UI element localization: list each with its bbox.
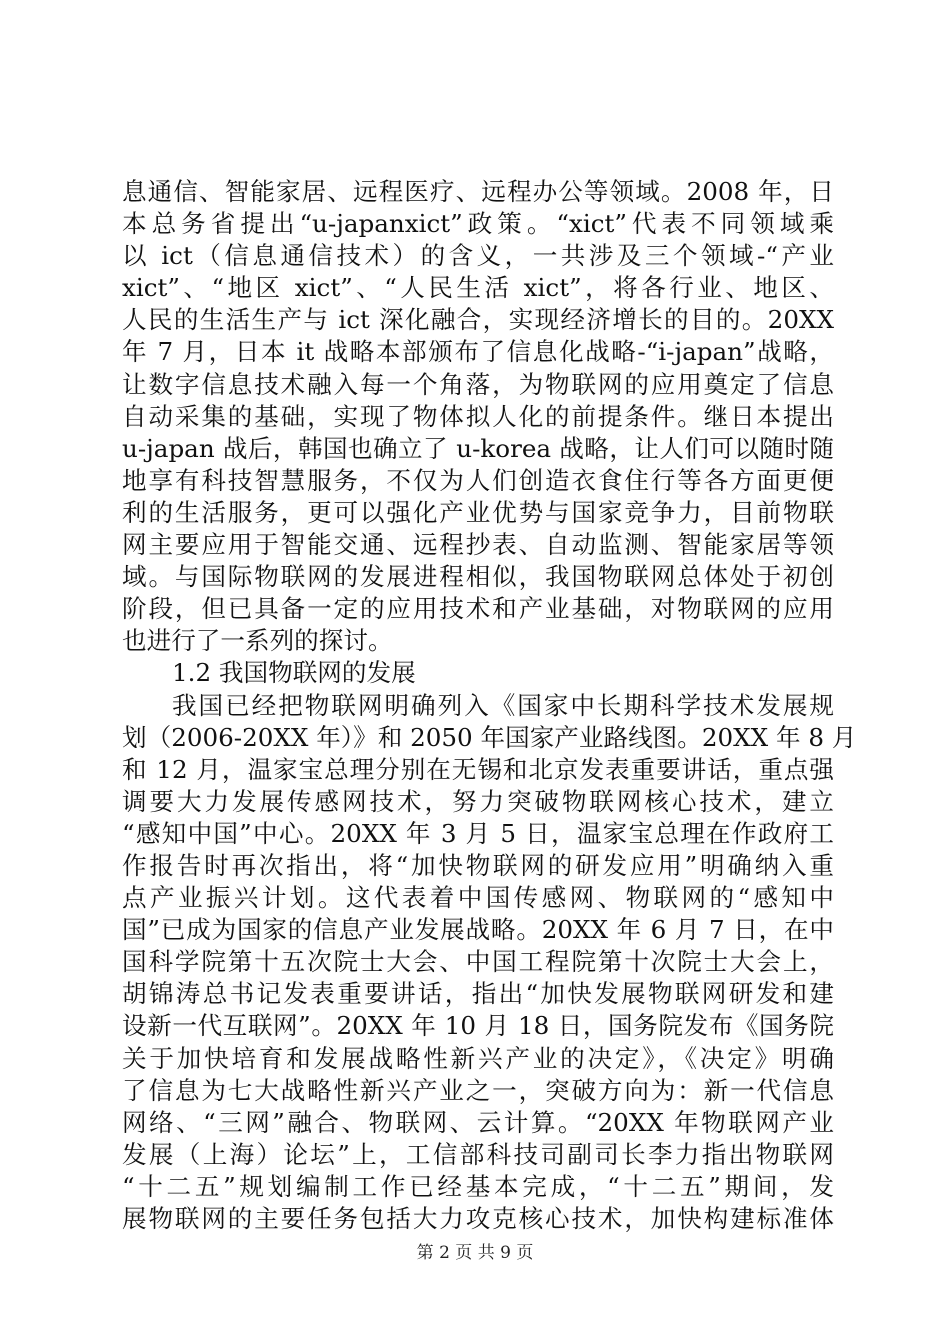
- body-line: 以 ict（信息通信技术）的含义，一共涉及三个领域-“产业: [122, 241, 834, 271]
- body-line: “十二五”规划编制工作已经基本完成，“十二五”期间，发: [122, 1171, 834, 1201]
- body-line: 域。与国际物联网的发展进程相似，我国物联网总体处于初创: [122, 562, 834, 592]
- body-line: 关于加快培育和发展战略性新兴产业的决定》，《决定》明确: [122, 1043, 834, 1073]
- body-line: 展物联网的主要任务包括大力攻克核心技术，加快构建标准体: [122, 1204, 834, 1233]
- body-line: 网主要应用于智能交通、远程抄表、自动监测、智能家居等领: [122, 530, 834, 560]
- body-line: 网络、“三网”融合、物联网、云计算。“20XX 年物联网产业: [122, 1107, 834, 1137]
- body-line: 发展（上海）论坛”上，工信部科技司副司长李力指出物联网: [122, 1139, 834, 1169]
- body-line: xict”、“地区 xict”、“人民生活 xict”，将各行业、地区、: [122, 273, 834, 303]
- body-line: 也进行了一系列的探讨。: [122, 626, 393, 656]
- body-line: u-japan 战后，韩国也确立了 u-korea 战略，让人们可以随时随: [122, 433, 834, 463]
- body-line: 了信息为七大战略性新兴产业之一，突破方向为：新一代信息: [122, 1075, 834, 1105]
- body-line: 和 12 月，温家宝总理分别在无锡和北京发表重要讲话，重点强: [122, 754, 834, 784]
- body-line: 国”已成为国家的信息产业发展战略。20XX 年 6 月 7 日，在中: [122, 915, 834, 945]
- body-line: 年 7 月，日本 it 战略本部颁布了信息化战略-“i-japan”战略，: [122, 337, 834, 367]
- body-line: 调要大力发展传感网技术，努力突破物联网核心技术，建立: [122, 786, 834, 816]
- body-line: 划（2006-20XX 年）》和 2050 年国家产业路线图。20XX 年 8 月: [122, 722, 857, 752]
- body-line: 本总务省提出“u-japanxict”政策。“xict”代表不同领域乘: [122, 209, 834, 239]
- body-line: 利的生活服务，更可以强化产业优势与国家竞争力，目前物联: [122, 497, 834, 527]
- body-line: 国科学院第十五次院士大会、中国工程院第十次院士大会上，: [122, 947, 834, 977]
- body-line: 地享有科技智慧服务，不仅为人们创造衣食住行等各方面更便: [122, 465, 834, 495]
- body-line: 胡锦涛总书记发表重要讲话，指出“加快发展物联网研发和建: [122, 979, 834, 1009]
- body-line: 自动采集的基础，实现了物体拟人化的前提条件。继日本提出: [122, 401, 834, 431]
- body-line: 我国已经把物联网明确列入《国家中长期科学技术发展规: [172, 690, 834, 720]
- document-body: [122, 176, 857, 1235]
- body-line: 息通信、智能家居、远程医疗、远程办公等领域。2008 年，日: [122, 177, 834, 206]
- body-line: 让数字信息技术融入每一个角落，为物联网的应用奠定了信息: [122, 369, 834, 399]
- body-line: 作报告时再次指出，将“加快物联网的研发应用”明确纳入重: [122, 850, 834, 880]
- body-line: 点产业振兴计划。这代表着中国传感网、物联网的“感知中: [122, 883, 834, 913]
- body-line: 设新一代互联网”。20XX 年 10 月 18 日，国务院发布《国务院: [122, 1011, 834, 1041]
- section-heading: 1.2 我国物联网的发展: [172, 658, 416, 688]
- body-line: 阶段，但已具备一定的应用技术和产业基础，对物联网的应用: [122, 594, 834, 624]
- body-line: 人民的生活生产与 ict 深化融合，实现经济增长的目的。20XX: [122, 305, 834, 335]
- page-number: 第 2 页 共 9 页: [416, 1243, 534, 1263]
- body-line: “感知中国”中心。20XX 年 3 月 5 日，温家宝总理在作政府工: [122, 818, 834, 848]
